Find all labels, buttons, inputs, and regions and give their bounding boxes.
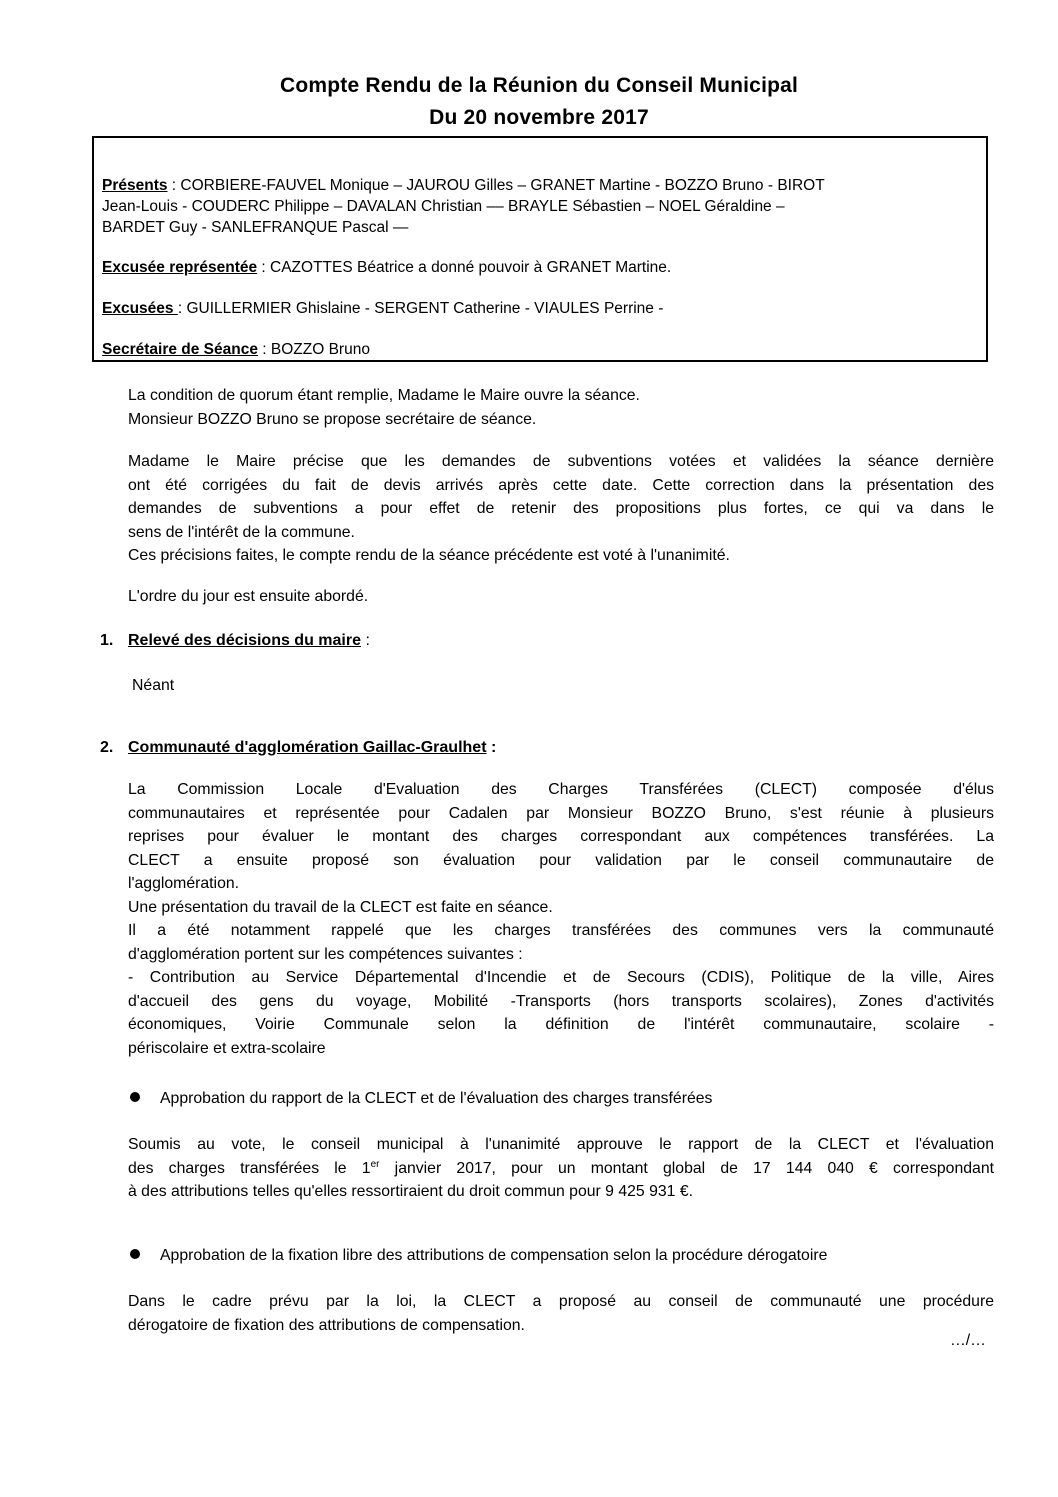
secretaire-line	[102, 339, 982, 360]
paragraph-line: sens de l'intérêt de la commune.	[128, 523, 355, 541]
presents-text: : CORBIERE-FAUVEL Monique – JAUROU Gilles – GRANET Martine - BOZZO Bruno - BIROT	[167, 177, 825, 194]
secretaire-label: Secrétaire de Séance	[102, 341, 258, 358]
clect-paragraph	[128, 778, 994, 1060]
section-2-title: Communauté d'agglomération Gaillac-Graulhet	[128, 739, 487, 756]
presents-line-2: Jean-Louis - COUDERC Philippe – DAVALAN Christian –– BRAYLE Sébastien – NOEL Géraldine –	[102, 198, 785, 215]
excusee-representee-line	[102, 257, 982, 278]
paragraph-line: demandes de subventions a pour effet de retenir des propositions plus fortes, ce qui va dans le	[128, 500, 994, 517]
bullet-dot-icon	[130, 1092, 140, 1102]
document-date: Du 20 novembre 2017	[429, 106, 649, 129]
paragraph-line: économiques, Voirie Communale selon la définition de l'intérêt communautaire, scolaire -	[128, 1016, 994, 1033]
paragraph-line: Dans le cadre prévu par la loi, la CLECT a proposé au conseil de communauté une procédure	[128, 1293, 994, 1310]
vote-paragraph	[128, 1133, 994, 1204]
attendance-box	[92, 136, 988, 362]
paragraph-line: périscolaire et extra-scolaire	[128, 1039, 326, 1057]
paragraph-line: ont été corrigées du fait de devis arrivés après cette date. Cette correction dans la présentation des	[128, 476, 994, 494]
paragraph-line: d'accueil des gens du voyage, Mobilité -Transports (hors transports scolaires), Zones d'activités	[128, 992, 994, 1010]
paragraph-line: La Commission Locale d'Evaluation des Charges Transférées (CLECT) composée d'élus	[128, 781, 994, 798]
presents-line-3: BARDET Guy - SANLEFRANQUE Pascal —	[102, 219, 409, 236]
continuation-mark: …/…	[950, 1332, 986, 1349]
paragraph-line: CLECT a ensuite proposé son évaluation pour validation par le conseil communautaire de	[128, 851, 994, 869]
intro-paragraph	[128, 384, 994, 431]
paragraph-line: dérogatoire de fixation des attributions de compensation.	[128, 1316, 525, 1334]
secretaire-text: : BOZZO Bruno	[257, 341, 370, 358]
bullet-item: Approbation de la fixation libre des attributions de compensation selon la procédure dérogatoire	[128, 1245, 827, 1267]
section-1-title: Relevé des décisions du maire	[128, 632, 361, 649]
paragraph-line: d'agglomération portent sur les compétences suivantes :	[128, 945, 523, 963]
paragraph-line: - Contribution au Service Départemental d'Incendie et de Secours (CDIS), Politique de la ville, Aires	[128, 969, 994, 986]
paragraph-line: Il a été notamment rappelé que les charges transférées des communes vers la communauté	[128, 922, 994, 939]
document-title: Compte Rendu de la Réunion du Conseil Municipal	[279, 74, 799, 97]
cadre-paragraph	[128, 1290, 994, 1337]
presents-line	[102, 175, 982, 196]
paragraph-line: reprises pour évaluer le montant des charges correspondant aux compétences transférées. La	[128, 828, 994, 845]
section-1-body: Néant	[132, 677, 175, 694]
excusees-line	[102, 298, 982, 319]
bullet-dot-icon	[130, 1249, 140, 1259]
excusees-label: Excusées	[102, 300, 178, 317]
paragraph-line: Soumis au vote, le conseil municipal à l'unanimité approuve le rapport de la CLECT et l'évaluation	[128, 1136, 994, 1153]
intro-line: La condition de quorum étant remplie, Madame le Maire ouvre la séance.	[128, 387, 640, 404]
excusee-representee-label: Excusée représentée	[102, 259, 258, 276]
ordre-du-jour-line: L'ordre du jour est ensuite abordé.	[128, 588, 369, 605]
paragraph-line: Ces précisions faites, le compte rendu de la séance précédente est voté à l'unanimité.	[128, 547, 730, 564]
subventions-paragraph	[128, 450, 994, 568]
paragraph-line: à des attributions telles qu'elles ressortiraient du droit commun pour 9 425 931 €.	[128, 1183, 694, 1200]
paragraph-line: Une présentation du travail de la CLECT est faite en séance.	[128, 898, 553, 916]
paragraph-line: Madame le Maire précise que les demandes de subventions votées et validées la séance dernière	[128, 453, 994, 470]
bullet-item: Approbation du rapport de la CLECT et de l'évaluation des charges transférées	[128, 1088, 712, 1110]
paragraph-line: communautaires et représentée pour Cadalen par Monsieur BOZZO Bruno, s'est réunie à plusieurs	[128, 804, 994, 822]
section-2-heading: 2. Communauté d'agglomération Gaillac-Graulhet :	[100, 739, 497, 756]
paragraph-line: des charges transférées le 1er janvier 2017, pour un montant global de 17 144 040 € correspondant	[128, 1158, 995, 1177]
excusees-text: : GUILLERMIER Ghislaine - SERGENT Catherine - VIAULES Perrine -	[177, 300, 664, 317]
presents-label: Présents	[102, 177, 168, 194]
excusee-representee-text: : CAZOTTES Béatrice a donné pouvoir à GRANET Martine.	[257, 259, 672, 276]
section-1-heading: 1. Relevé des décisions du maire :	[100, 632, 370, 649]
intro-line: Monsieur BOZZO Bruno se propose secrétaire de séance.	[128, 410, 537, 428]
paragraph-line: l'agglomération.	[128, 875, 240, 892]
